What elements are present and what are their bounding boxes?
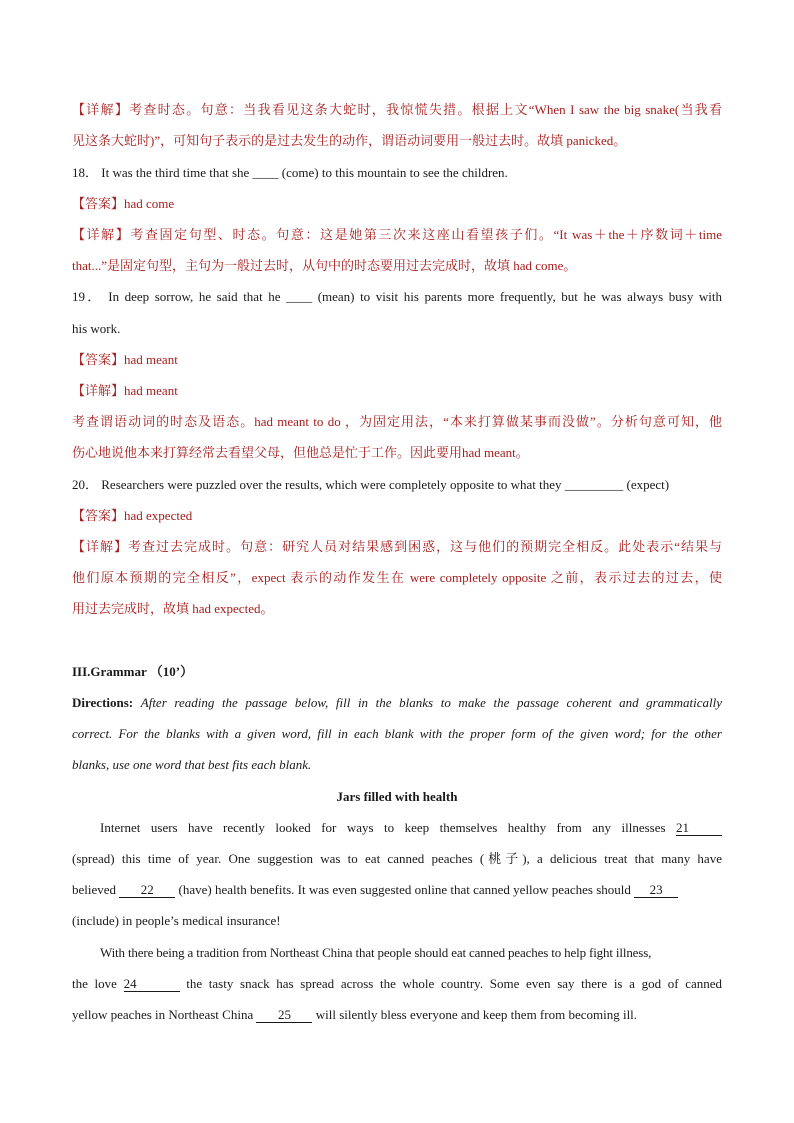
detail-label: 【详解】	[72, 102, 130, 117]
question-text: In deep sorrow, he said that he	[108, 289, 281, 304]
question-text: his work.	[72, 321, 121, 336]
detail-label: 【详解】	[72, 539, 129, 554]
directions-text: blanks, use one word that best fits each blank.	[72, 757, 312, 772]
answer-blank: ____	[286, 289, 313, 304]
blank-23: 23	[634, 883, 678, 898]
q19-explain-line-1	[72, 413, 722, 431]
passage-text: believed	[72, 882, 117, 897]
answer-label: 【答案】	[72, 508, 125, 523]
q20-detail-line-3	[72, 600, 722, 618]
blank-24: 24	[124, 977, 180, 992]
passage-text: will silently bless everyone and keep them from becoming ill.	[315, 1007, 638, 1022]
question-text: (expect)	[626, 477, 670, 492]
passage-p1-line-2	[72, 850, 722, 869]
passage-text: ), a delicious treat that many have	[522, 851, 722, 866]
passage-title-text: Jars filled with health	[336, 789, 458, 804]
passage-chinese-gloss: 桃子	[484, 852, 523, 867]
section-title: III.Grammar	[72, 664, 147, 679]
section-heading	[72, 663, 722, 681]
directions-text: After reading the passage below, fill in the blanks to make the passage coherent and grammatically	[140, 695, 723, 710]
q19-detail	[72, 382, 722, 400]
answer-blank: ____	[252, 165, 279, 180]
question-number: 19．	[72, 289, 103, 304]
q17-detail-line-2	[72, 132, 722, 150]
q20-answer	[72, 507, 722, 525]
directions-line-3	[72, 756, 722, 774]
passage-text: Internet users have recently looked for ways to keep themselves healthy from any illnesses	[100, 820, 666, 835]
section-points: （10’）	[149, 664, 194, 679]
passage-text: (spread) this time of year. One suggestion was to eat canned peaches (	[72, 851, 485, 866]
directions-line-2	[72, 725, 722, 743]
detail-text: 考查固定句型、时态。句意：这是她第三次来这座山看望孩子们。“It was＋the＋序数词＋time	[130, 227, 722, 242]
answer-text: had expected	[124, 508, 193, 523]
question-text: Researchers were puzzled over the results, which were completely opposite to what they	[101, 477, 562, 492]
blank-21: 21	[676, 821, 722, 836]
blank-22: 22	[119, 883, 175, 898]
q17-detail-line-1	[72, 101, 722, 119]
detail-label: 【详解】	[72, 383, 125, 398]
directions-text: correct. For the blanks with a given word, fill in each blank with the proper form of the given word; for the other	[72, 726, 722, 741]
answer-text: had meant	[124, 352, 178, 367]
blank-25: 25	[256, 1008, 312, 1023]
passage-text: yellow peaches in Northeast China	[72, 1007, 254, 1022]
passage-p1-line-4	[72, 912, 722, 930]
directions-label: Directions:	[72, 695, 134, 710]
explain-text: 考查谓语动词的时态及语态。had meant to do ，为固定用法，“本来打算做某事而没做”。分析句意可知，他	[72, 414, 722, 429]
question-number: 18．	[72, 165, 99, 180]
directions-line-1	[72, 694, 722, 712]
answer-label: 【答案】	[72, 352, 125, 367]
q18-detail-line-2	[72, 257, 722, 275]
question-number: 20．	[72, 477, 99, 492]
detail-text: 用过去完成时，故填 had expected。	[72, 601, 274, 616]
explain-text: 伤心地说他本来打算经常去看望父母，但他总是忙于工作。因此要用had meant。	[72, 445, 529, 460]
detail-text: 考查时态。句意：当我看见这条大蛇时，我惊慌失措。根据上文“When I saw the big snake(当我看	[129, 102, 722, 117]
detail-text: that...”是固定句型，主句为一般过去时，从句中的时态要用过去完成时，故填 had come。	[72, 258, 577, 273]
q20-detail-line-2	[72, 569, 722, 587]
detail-text: 考查过去完成时。句意：研究人员对结果感到困惑，这与他们的预期完全相反。此处表示“结果与	[128, 539, 722, 554]
answer-blank: _________	[564, 477, 624, 492]
question-20	[72, 476, 722, 494]
question-text: (come) to this mountain to see the children.	[281, 165, 508, 180]
question-text: (mean) to visit his parents more frequently, but he was always busy with	[317, 289, 723, 304]
q18-answer	[72, 195, 722, 213]
passage-text: (have) health benefits. It was even suggested online that canned yellow peaches should	[178, 882, 631, 897]
q19-explain-line-2	[72, 444, 722, 462]
passage-p2-line-1	[100, 944, 722, 962]
passage-text: the love	[72, 976, 117, 991]
passage-p1-line-3	[72, 881, 722, 899]
q20-detail-line-1	[72, 538, 722, 556]
passage-p1-line-1	[100, 819, 722, 837]
q18-detail-line-1	[72, 226, 722, 244]
passage-text: (include) in people’s medical insurance!	[72, 913, 281, 928]
question-18	[72, 164, 722, 182]
question-text: It was the third time that she	[101, 165, 250, 180]
passage-title	[72, 788, 722, 806]
passage-p2-line-2	[72, 975, 722, 993]
passage-text: the tasty snack has spread across the whole country. Some even say there is a god of canned	[186, 976, 723, 991]
detail-text: 他们原本预期的完全相反”，expect 表示的动作发生在 were completely opposite 之前，表示过去的过去，使	[72, 570, 722, 585]
detail-text: 见这条大蛇时)”，可知句子表示的是过去发生的动作，谓语动词要用一般过去时。故填 panicked。	[72, 133, 627, 148]
question-19-line-2	[72, 320, 722, 338]
detail-text: had meant	[124, 383, 178, 398]
answer-text: had come	[124, 196, 175, 211]
answer-label: 【答案】	[72, 196, 125, 211]
q19-answer	[72, 351, 722, 369]
passage-p2-line-3	[72, 1006, 722, 1024]
detail-label: 【详解】	[72, 227, 131, 242]
passage-text: With there being a tradition from Northeast China that people should eat canned peaches to help fight illness,	[100, 945, 652, 960]
question-19	[72, 288, 722, 306]
